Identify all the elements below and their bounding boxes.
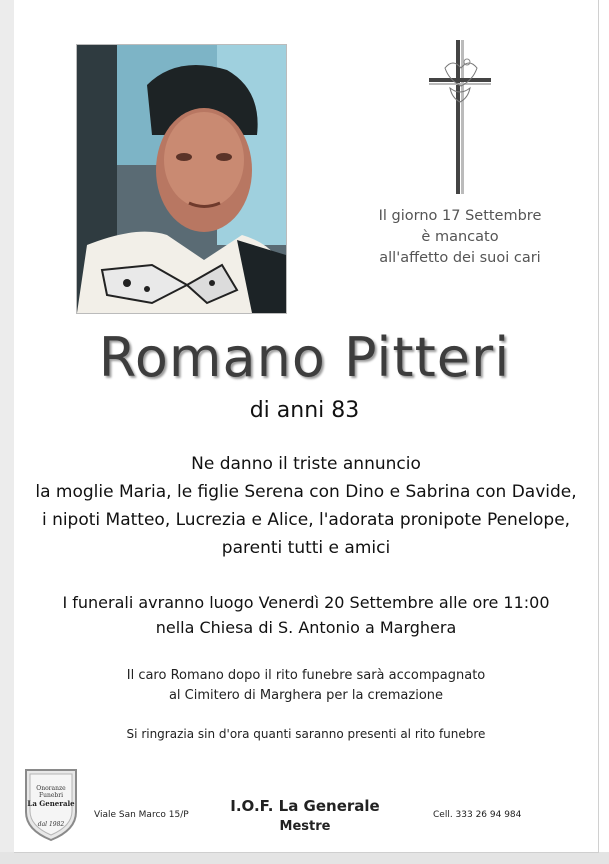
portrait-illustration	[77, 45, 286, 313]
deceased-name: Romano Pitteri	[98, 326, 511, 389]
cremation-line: al Cimitero di Marghera per la cremazione	[168, 688, 444, 703]
funeral-line: I funerali avranno luogo Venerdì 20 Settembre alle ore 11:00	[62, 593, 550, 612]
logo-text: Onoranze	[36, 785, 66, 792]
logo-text: Funebri	[38, 792, 64, 799]
page-shadow-left	[0, 0, 14, 864]
death-note-line: Il giorno 17 Settembre	[378, 208, 542, 224]
announcement	[20, 450, 592, 562]
funeral-line: nella Chiesa di S. Antonio a Marghera	[155, 618, 457, 637]
page-shadow-bottom	[0, 852, 609, 864]
death-note	[360, 206, 560, 269]
cross-icon	[425, 38, 495, 196]
company-city: Mestre	[279, 819, 331, 834]
death-note-line: è mancato	[421, 229, 499, 245]
cremation-line: Il caro Romano dopo il rito funebre sarà accompagnato	[126, 668, 486, 683]
announcement-line: la moglie Maria, le figlie Serena con Dino e Sabrina con Davide,	[35, 482, 577, 502]
cremation-info	[20, 666, 592, 706]
footer-phone: Cell. 333 26 94 984	[433, 810, 522, 820]
announcement-line: i nipoti Matteo, Lucrezia e Alice, l'adorata pronipote Penelope,	[41, 510, 571, 530]
company-name: I.O.F. La Generale	[230, 797, 380, 815]
announcement-line: Ne danno il triste annuncio	[191, 454, 421, 474]
logo-text: dal 1982	[37, 821, 65, 828]
logo-text: La Generale	[27, 799, 75, 808]
death-note-line: all'affetto dei suoi cari	[379, 250, 541, 266]
announcement-line: parenti tutti e amici	[221, 538, 391, 558]
portrait-photo	[76, 44, 287, 314]
funeral-info	[20, 590, 592, 640]
footer-address: Viale San Marco 15/P	[94, 810, 189, 820]
deceased-age: di anni 83	[249, 398, 360, 423]
shield-logo-icon	[20, 764, 82, 842]
footer-company	[200, 796, 410, 837]
thanks-note: Si ringrazia sin d'ora quanti saranno presenti al rito funebre	[126, 727, 486, 741]
